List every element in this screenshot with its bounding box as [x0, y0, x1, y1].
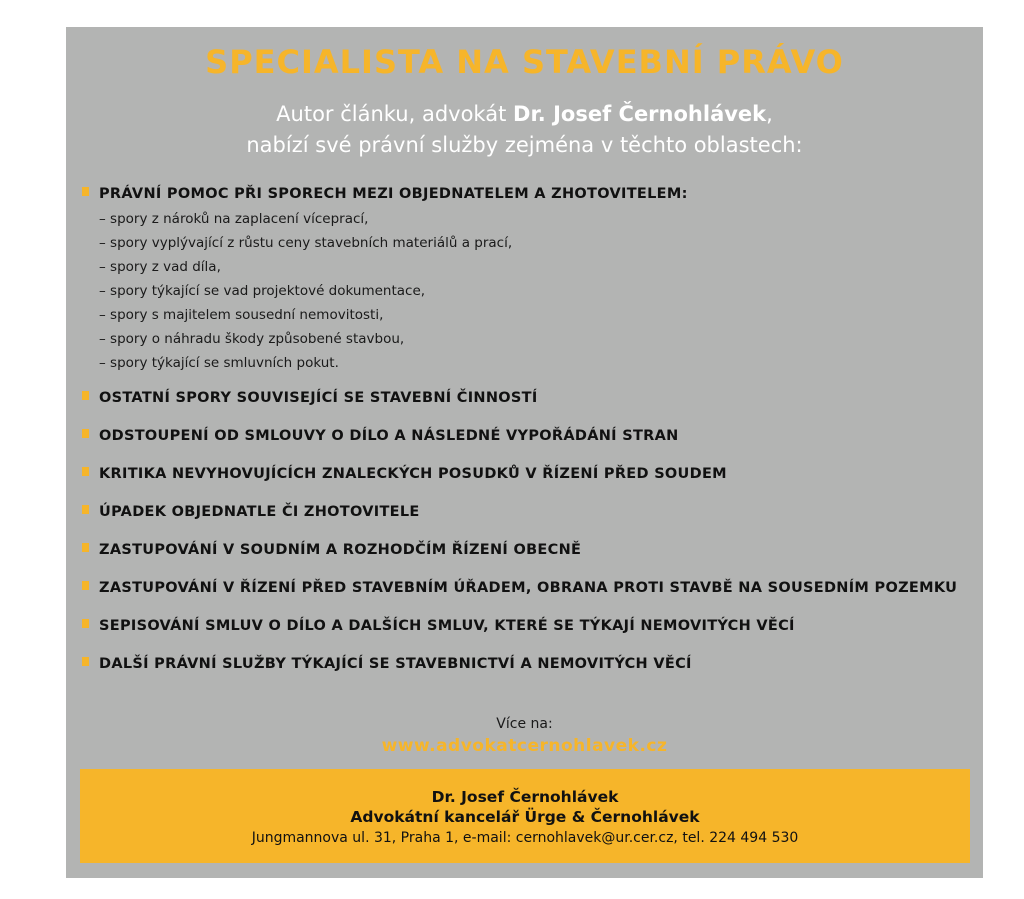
service-title: ÚPADEK OBJEDNATLE ČI ZHOTOVITELE [99, 504, 420, 520]
bullet-icon [82, 187, 89, 196]
service-item [82, 501, 962, 524]
service-item [82, 615, 962, 638]
footer-firm: Advokátní kancelář Ürge & Černohlávek [350, 808, 700, 826]
service-subitems [99, 207, 962, 375]
contact-footer [80, 769, 970, 863]
footer-contact: Jungmannova ul. 31, Praha 1, e-mail: cernohlavek@ur.cer.cz, tel. 224 494 530 [251, 830, 799, 846]
subitem: – spory týkající se vad projektové dokumentace, [99, 283, 426, 299]
more-label: Více na: [496, 716, 553, 732]
service-item [82, 577, 962, 600]
author-name: Dr. Josef Černohlávek [513, 102, 767, 126]
service-item [82, 539, 962, 562]
ad-panel [66, 27, 983, 878]
service-title: SEPISOVÁNÍ SMLUV O DÍLO A DALŠÍCH SMLUV, KTERÉ SE TÝKAJÍ NEMOVITÝCH VĚCÍ [99, 618, 795, 634]
bullet-icon [82, 429, 89, 438]
intro-suffix: , [766, 102, 773, 126]
bullet-icon [82, 657, 89, 666]
services-list [82, 183, 962, 676]
service-title: PRÁVNÍ POMOC PŘI SPORECH MEZI OBJEDNATELEM A ZHOTOVITELEM: [99, 186, 688, 202]
intro-line-2: nabízí své právní služby zejména v těchto oblastech: [246, 133, 803, 157]
subitem: – spory o náhradu škody způsobené stavbou, [99, 331, 405, 347]
intro-text [66, 99, 983, 161]
bullet-icon [82, 505, 89, 514]
subitem: – spory z vad díla, [99, 259, 221, 275]
service-title: ZASTUPOVÁNÍ V ŘÍZENÍ PŘED STAVEBNÍM ÚŘADEM, OBRANA PROTI STAVBĚ NA SOUSEDNÍM POZEMKU [99, 580, 958, 596]
bullet-icon [82, 543, 89, 552]
service-item [82, 653, 962, 676]
website-link[interactable]: www.advokatcernohlavek.cz [381, 736, 668, 756]
service-title: ODSTOUPENÍ OD SMLOUVY O DÍLO A NÁSLEDNÉ VYPOŘÁDÁNÍ STRAN [99, 428, 679, 444]
service-title: OSTATNÍ SPORY SOUVISEJÍCÍ SE STAVEBNÍ ČINNOSTÍ [99, 390, 538, 406]
service-item [82, 387, 962, 410]
service-item [82, 463, 962, 486]
subitem: – spory týkající se smluvních pokut. [99, 355, 339, 371]
service-title: ZASTUPOVÁNÍ V SOUDNÍM A ROZHODČÍM ŘÍZENÍ OBECNĚ [99, 542, 582, 558]
subitem: – spory vyplývající z růstu ceny stavebních materiálů a prací, [99, 235, 513, 251]
bullet-icon [82, 581, 89, 590]
service-title: KRITIKA NEVYHOVUJÍCÍCH ZNALECKÝCH POSUDKŮ V ŘÍZENÍ PŘED SOUDEM [99, 466, 727, 482]
subitem: – spory s majitelem sousední nemovitosti, [99, 307, 384, 323]
subitem: – spory z nároků na zaplacení víceprací, [99, 211, 369, 227]
service-item [82, 425, 962, 448]
bullet-icon [82, 467, 89, 476]
service-item [82, 183, 962, 375]
intro-line-1 [66, 99, 983, 130]
headline: SPECIALISTA NA STAVEBNÍ PRÁVO [205, 43, 844, 81]
footer-name: Dr. Josef Černohlávek [431, 788, 619, 806]
bullet-icon [82, 391, 89, 400]
service-title: DALŠÍ PRÁVNÍ SLUŽBY TÝKAJÍCÍ SE STAVEBNICTVÍ A NEMOVITÝCH VĚCÍ [99, 656, 692, 672]
intro-prefix: Autor článku, advokát [276, 102, 514, 126]
bullet-icon [82, 619, 89, 628]
